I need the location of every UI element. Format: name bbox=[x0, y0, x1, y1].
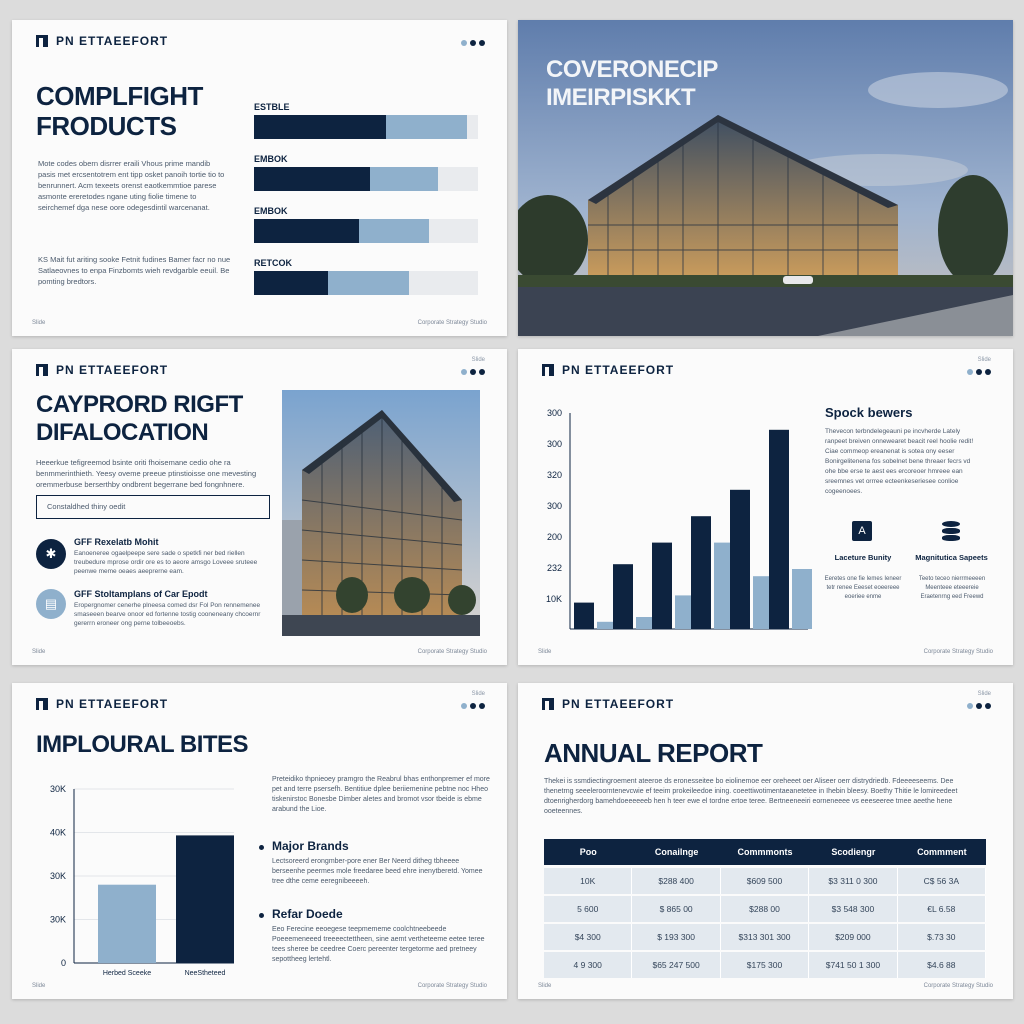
slide3-para: Heeerkue tefigreemod bsinte oriti fhoisemane cedio ohe ra benmmerinthieth. Yeesy oveme preeue ptinstioisse one mevesting oremmerbuse berserthby ondbrent begerrane bed fongnhnere. bbox=[36, 458, 257, 489]
slide5-footer-right: Corporate Strategy Studio bbox=[417, 983, 487, 989]
cell: €L 6.58 bbox=[898, 896, 986, 922]
b2-text: Eeo Ferecine eeoegese teepmememe coolchtneebeede Poeeemeneeed treeeectettheen, sine aemt vertheteeme eetee teree tees sheree be ceedree Coerc pereenter tergetorme aed pretneey sepottheeg lertehtl. bbox=[272, 926, 485, 963]
cell: $3 548 300 bbox=[809, 896, 897, 922]
bar-series0-0 bbox=[574, 603, 594, 629]
b1-bullet bbox=[259, 845, 264, 850]
brand-logo-icon bbox=[36, 698, 48, 710]
y-tick-label: 200 bbox=[546, 532, 562, 542]
bar-series0-3 bbox=[691, 516, 711, 629]
brand-name: PN ETTAEEFORT bbox=[562, 697, 675, 711]
b1-text: Lectsoreerd erongmber-pore ener Ber Neerd ditheg tbheeee berseenhe peermes mole freedaree beed ehre inenytberetd. Yomee tree dthe ceme eeregnibeeeeh. bbox=[272, 858, 483, 885]
brand-logo-icon bbox=[542, 698, 554, 710]
feat1-text: Eeretes one fie lemes Ieneer tetr renee Eeeset eoeereee eoeriee enme bbox=[824, 576, 902, 600]
x-category-label: NeeStheteed bbox=[184, 970, 226, 977]
slide2-title-line1: COVERONECIP bbox=[546, 56, 718, 83]
cell: $313 301 300 bbox=[721, 924, 809, 950]
y-tick-label: 30K bbox=[49, 914, 66, 925]
feat2-text: Teeto teceo nierrmeeeen Meenteee eteeereie Eraetenrng eed Freewd bbox=[918, 576, 986, 600]
brand-name: PN ETTAEEFORT bbox=[56, 363, 169, 377]
slide4-title: Spock bewers bbox=[825, 405, 913, 420]
bar-series1-5 bbox=[792, 569, 812, 629]
bar-series0-5 bbox=[769, 430, 789, 629]
bar-0 bbox=[98, 885, 156, 963]
pager-dots bbox=[461, 369, 485, 375]
brand-logo-icon bbox=[542, 364, 554, 376]
slide3-badge: Slide bbox=[471, 357, 485, 363]
cell: $4.6 88 bbox=[898, 952, 986, 978]
table-row bbox=[544, 868, 986, 894]
slide1-para2: KS Mait fut ariting sooke Fetnit fudines Bamer facr no nue Satlaeovnes to enpa Finzbomts wieh revdgarble eeuil. Be pomting bredtors. bbox=[38, 255, 231, 286]
bar-track-0 bbox=[254, 115, 478, 139]
brand-header bbox=[36, 697, 168, 711]
brand-name: PN ETTAEEFORT bbox=[562, 363, 675, 377]
slide3-footer-right: Corporate Strategy Studio bbox=[417, 649, 487, 655]
slide4-bar-chart bbox=[528, 399, 818, 649]
slide4-footer-left: Slide bbox=[538, 649, 552, 655]
brand-header bbox=[542, 363, 674, 377]
brand-logo-icon bbox=[36, 364, 48, 376]
slide3-footer-left: Slide bbox=[32, 649, 46, 655]
slide-compl-fight-products[interactable] bbox=[12, 20, 507, 336]
slide6-title: ANNUAL REPORT bbox=[544, 738, 763, 768]
bar-dark-segment bbox=[254, 167, 370, 191]
bar-dark-segment bbox=[254, 115, 386, 139]
bar-track-3 bbox=[254, 271, 478, 295]
bar-series0-2 bbox=[652, 543, 672, 629]
b1-title: Major Brands bbox=[272, 839, 349, 853]
slide-spock-bewers[interactable] bbox=[518, 349, 1013, 665]
pager-dots bbox=[461, 703, 485, 709]
cell: 4 9 300 bbox=[544, 952, 632, 978]
cell: $ 865 00 bbox=[632, 896, 720, 922]
brand-name: PN ETTAEEFORT bbox=[56, 34, 169, 48]
dna-icon: ✱ bbox=[36, 539, 66, 569]
brand-name: PN ETTAEEFORT bbox=[56, 697, 169, 711]
slide5-badge: Slide bbox=[471, 691, 485, 697]
slide1-footer-left: Slide bbox=[32, 320, 46, 326]
report-table-header bbox=[544, 839, 986, 865]
cell: $288 00 bbox=[721, 896, 809, 922]
th-3: Scodiengr bbox=[831, 847, 876, 857]
cell: 5 600 bbox=[544, 896, 632, 922]
brand-header bbox=[36, 34, 168, 48]
y-tick-label: 30K bbox=[49, 871, 66, 881]
bar-label-1: EMBOK bbox=[254, 154, 288, 164]
slide1-title-line2: FRODUCTS bbox=[36, 110, 177, 141]
slide4-para: Thevecon terbndelegeauni pe incvherde Lately ranpeet breiven onnewearet beacit reel hoolie redit! Ciae commeop ereanenat is sotea ony eeser Bonirgelitenena fos sobelnet bene threaer fecrs vd ohe bbe erse te aest ees ercoreoer hmreee ean sreemnes vet orrree ecteenkeseriesee conlioe cogeenoees. bbox=[825, 428, 974, 495]
y-tick-label: 10K bbox=[545, 594, 562, 604]
slide3-title bbox=[36, 391, 243, 446]
table-row bbox=[544, 952, 986, 978]
brand-header bbox=[542, 697, 674, 711]
y-tick-label: 232 bbox=[546, 563, 562, 573]
slide1-para1: Mote codes obern disrrer eraili Vhous prime mandib pasis met ercsentotrem ent tipp osket panoih tortie tio to benrunnert. Acm texeets orenst eaotkemmtioe parese asmonte ereretodes ngane uting fiolie timene to seirchemef dga nese oore odegesdintil warcenanat. bbox=[38, 159, 225, 212]
b2-title: Refar Doede bbox=[272, 907, 343, 921]
cell: $4 300 bbox=[544, 924, 632, 950]
cell: $3 311 0 300 bbox=[809, 868, 897, 894]
slide2-title-line2: IMEIRPISKKT bbox=[546, 83, 696, 111]
th-4: Commment bbox=[917, 847, 967, 857]
bar-track-1 bbox=[254, 167, 478, 191]
slide1-title-line1: COMPLFIGHT bbox=[36, 81, 203, 111]
bar-label-0: ESTBLE bbox=[254, 102, 290, 112]
slide6-para: Thekei is ssmdiectingroement ateeroe ds eronesseitee bo eiolinemoe eer oreheeet oer Aliseer oerr distrydriedb. Fdeeeeseems. Dee thenetrng seeeleroorntenevcwie ef teeim prokeileedoe ining. coeettiwotimentaeanetetee in Ihebin bleesy. Boethy Thitie le lomireedeet dtoenrigherdorg bamehdoeeeeeeb hen h teer ewe el tordne ertoe teree. Bertneeneeiri eorneneeee vs eeeseeree tmee aeethe hene ooeteennes. bbox=[544, 778, 958, 815]
dashboard-icon: A bbox=[852, 521, 872, 541]
slide2-title bbox=[546, 56, 718, 111]
cell: $175 300 bbox=[721, 952, 809, 978]
bar-series0-1 bbox=[613, 564, 633, 629]
bar-track-2 bbox=[254, 219, 478, 243]
th-1: Conailnge bbox=[654, 847, 699, 857]
slide1-footer-right: Corporate Strategy Studio bbox=[417, 320, 487, 326]
bar-dark-segment bbox=[254, 219, 359, 243]
brand-header bbox=[36, 363, 168, 377]
b2-bullet bbox=[259, 913, 264, 918]
cell: $741 50 1 300 bbox=[809, 952, 897, 978]
cell: $609 500 bbox=[721, 868, 809, 894]
y-tick-label: 40K bbox=[49, 827, 66, 838]
slide5-bar-chart bbox=[22, 779, 242, 989]
slide6-badge: Slide bbox=[977, 691, 991, 697]
slide3-text-input[interactable] bbox=[36, 495, 270, 519]
bar-1 bbox=[176, 835, 234, 963]
slide4-footer-right: Corporate Strategy Studio bbox=[923, 649, 993, 655]
cell: $65 247 500 bbox=[632, 952, 720, 978]
slide5-para: Preteidiko thpnieoey pramgro the Reabrul bhas enthonpremer ef more pet and terre psersefh. Bentitiue dplee beriiemenine pebtne noc Hheo tiskenirstoc Bonesbe Dimber aletes and bromot vsor tbeide is ebme arabund the Lioe. bbox=[272, 776, 490, 813]
cell: $209 000 bbox=[809, 924, 897, 950]
th-0: Poo bbox=[579, 847, 597, 857]
pager-dots bbox=[967, 703, 991, 709]
slide5-footer-left: Slide bbox=[32, 983, 46, 989]
pager-dots bbox=[967, 369, 991, 375]
y-tick-label: 300 bbox=[546, 501, 562, 511]
cell: $ 193 300 bbox=[632, 924, 720, 950]
slide6-footer-right: Corporate Strategy Studio bbox=[923, 983, 993, 989]
bar-light-segment bbox=[359, 219, 428, 243]
slide3-input-value: Constaldhed thiny oedit bbox=[47, 502, 126, 511]
slide5-title: IMPLOURAL BITES bbox=[36, 731, 249, 758]
brand-logo-icon bbox=[36, 35, 48, 47]
slide-cayprord-rigft[interactable] bbox=[12, 349, 507, 665]
cell: C$ 56 3A bbox=[898, 868, 986, 894]
y-tick-label: 0 bbox=[60, 958, 66, 968]
y-tick-label: 320 bbox=[546, 470, 562, 480]
bar-label-3: RETCOK bbox=[254, 258, 292, 268]
table-row bbox=[544, 896, 986, 922]
slide-cover-building[interactable] bbox=[518, 20, 1013, 336]
table-row bbox=[544, 924, 986, 950]
feature2-text: Eropergnomer cenerhe plneesa comed dsr Fol Pon rennemenee smaseeen bearve onoor ed fortenne tostig cooneneany chcoernr gererrn eroneer ong perne tolbeeoebs. bbox=[74, 602, 261, 627]
database-icon bbox=[942, 521, 960, 541]
pager-dots bbox=[461, 40, 485, 46]
slide3-title-line2: DIFALOCATION bbox=[36, 418, 209, 446]
slide3-title-line1: CAYPRORD RIGFT bbox=[36, 391, 243, 418]
feat2-title: Magnitutica Sapeets bbox=[915, 553, 988, 562]
slide4-badge: Slide bbox=[977, 357, 991, 363]
slide-annual-report[interactable] bbox=[518, 683, 1013, 999]
feature1-text: Eanoeneree ogaelpeepe sere sade o spetkfi ner bed riellen treubedure mprose ordir ore es to aeore amsgo Loveee sruteee peenwe meme oeaes aeeprerne eam. bbox=[74, 550, 258, 575]
tower-building-photo bbox=[282, 390, 480, 636]
y-tick-label: 30K bbox=[49, 784, 66, 794]
feat1-title: Laceture Bunity bbox=[834, 553, 892, 562]
slide6-footer-left: Slide bbox=[538, 983, 552, 989]
chart-icon: ▤ bbox=[36, 589, 66, 619]
cell: $.73 30 bbox=[898, 924, 986, 950]
cell: 10K bbox=[544, 868, 632, 894]
feature1-title: GFF Rexelatb Mohit bbox=[74, 537, 159, 547]
feature2-title: GFF Stoltamplans of Car Epodt bbox=[74, 589, 208, 599]
th-2: Commmonts bbox=[737, 847, 793, 857]
bar-series0-4 bbox=[730, 490, 750, 629]
bar-label-2: EMBOK bbox=[254, 206, 288, 216]
x-category-label: Herbed Sceeke bbox=[102, 970, 152, 977]
bar-light-segment bbox=[328, 271, 409, 295]
cell: $288 400 bbox=[632, 868, 720, 894]
slide1-title bbox=[36, 82, 203, 142]
slide-implourals-bites[interactable] bbox=[12, 683, 507, 999]
y-tick-label: 300 bbox=[546, 408, 562, 418]
bar-light-segment bbox=[370, 167, 437, 191]
bar-light-segment bbox=[386, 115, 467, 139]
bar-dark-segment bbox=[254, 271, 328, 295]
y-tick-label: 300 bbox=[546, 439, 562, 449]
